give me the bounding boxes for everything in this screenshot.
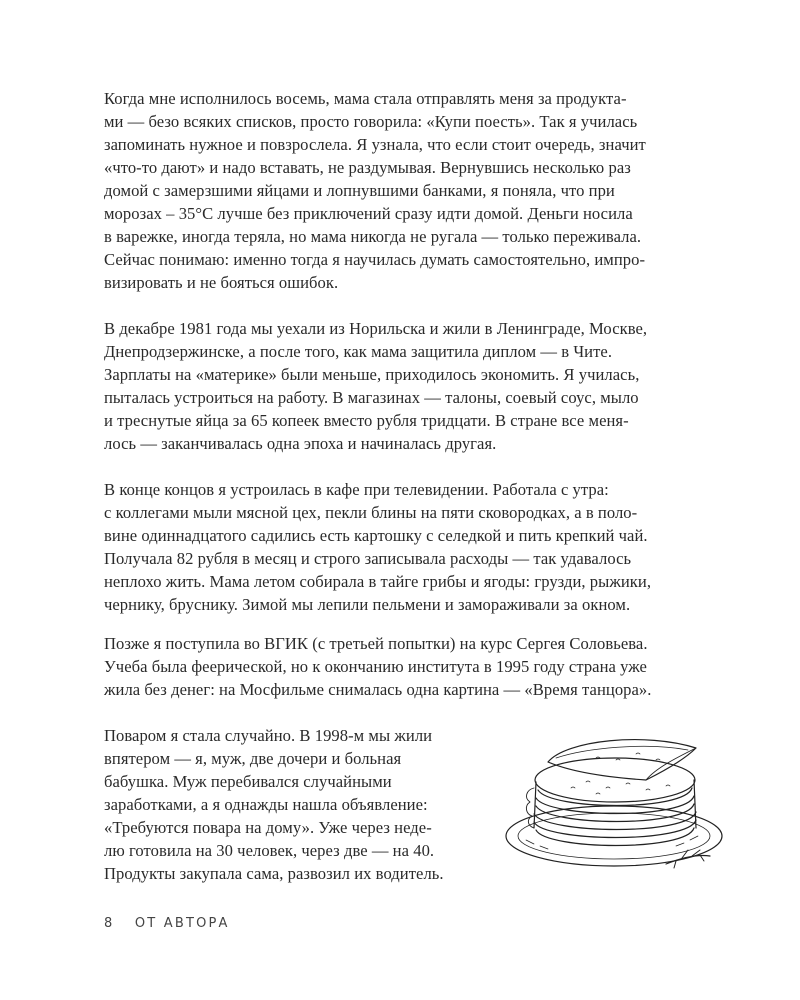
paragraph-2-line-5: и треснутые яйца за 65 копеек вместо рубля тридцати. В стране все меня- xyxy=(104,411,629,430)
paragraph-3-line-4: Получала 82 рубля в месяц и строго записывала расходы — так удавалось xyxy=(104,549,632,568)
paragraph-1-line-6: морозах – 35°С лучше без приключений сразу идти домой. Деньги носила xyxy=(104,204,633,223)
paragraph-4-line-1: Позже я поступила во ВГИК (с третьей попытки) на курс Сергея Соловьева. xyxy=(104,634,648,653)
paragraph-1-line-5: домой с замерзшими яйцами и лопнувшими банками, я поняла, что при xyxy=(104,181,615,200)
paragraph-5-line-3: бабушка. Муж перебивался случайными xyxy=(104,772,392,791)
paragraph-1-line-1: Когда мне исполнилось восемь, мама стала отправлять меня за продукта- xyxy=(104,89,627,108)
paragraph-1-line-8: Сейчас понимаю: именно тогда я научилась думать самостоятельно, импро- xyxy=(104,250,646,269)
paragraph-3-line-2: с коллегами мыли мясной цех, пекли блины на пяти сковородках, а в поло- xyxy=(104,503,638,522)
page-footer xyxy=(104,916,230,931)
paragraph-5-line-4: заработками, а я однажды нашла объявление: xyxy=(104,795,428,814)
paragraph-1-line-3: запоминать нужное и повзрослела. Я узнала, что если стоит очередь, значит xyxy=(104,135,646,154)
paragraph-2-line-2: Днепродзержинске, а после того, как мама защитила диплом — в Чите. xyxy=(104,342,613,361)
page-number: 8 xyxy=(104,916,115,931)
paragraph-3-line-6: чернику, бруснику. Зимой мы лепили пельмени и замораживали за окном. xyxy=(104,595,631,614)
paragraph-1-line-4: «что-то дают» и надо вставать, не раздумывая. Вернувшись несколько раз xyxy=(104,158,631,177)
paragraph-1-line-9: визировать и не бояться ошибок. xyxy=(104,273,339,292)
paragraph-4-line-3: жила без денег: на Мосфильме снималась одна картина — «Время танцора». xyxy=(104,680,652,699)
paragraph-3-line-3: вине одиннадцатого садились есть картошку с селедкой и пить крепкий чай. xyxy=(104,526,648,545)
paragraph-1-line-2: ми — безо всяких списков, просто говорила: «Купи поесть». Так я училась xyxy=(104,112,638,131)
paragraph-5-line-7: Продукты закупала сама, развозил их водитель. xyxy=(104,864,444,883)
pancake-stack-illustration xyxy=(496,718,732,878)
paragraph-5-line-5: «Требуются повара на дому». Уже через неде- xyxy=(104,818,432,837)
paragraph-2-line-4: пыталась устроиться на работу. В магазинах — талоны, соевый соус, мыло xyxy=(104,388,639,407)
paragraph-3-line-1: В конце концов я устроилась в кафе при телевидении. Работала с утра: xyxy=(104,480,609,499)
section-title: ОТ АВТОРА xyxy=(134,916,230,931)
paragraph-2-line-1: В декабре 1981 года мы уехали из Норильска и жили в Ленинграде, Москве, xyxy=(104,319,648,338)
paragraph-1-line-7: в варежке, иногда теряла, но мама никогда не ругала — только переживала. xyxy=(104,227,642,246)
paragraph-5-line-2: впятером — я, муж, две дочери и больная xyxy=(104,749,402,768)
paragraph-5-line-1: Поваром я стала случайно. В 1998-м мы жили xyxy=(104,726,433,745)
paragraph-2-line-6: лось — заканчивалась одна эпоха и начиналась другая. xyxy=(104,434,497,453)
paragraph-4-line-2: Учеба была феерической, но к окончанию института в 1995 году страна уже xyxy=(104,657,647,676)
paragraph-3-line-5: неплохо жить. Мама летом собирала в тайге грибы и ягоды: грузди, рыжики, xyxy=(104,572,652,591)
paragraph-5-line-6: лю готовила на 30 человек, через две — на 40. xyxy=(104,841,435,860)
paragraph-2-line-3: Зарплаты на «материке» были меньше, приходилось экономить. Я училась, xyxy=(104,365,640,384)
